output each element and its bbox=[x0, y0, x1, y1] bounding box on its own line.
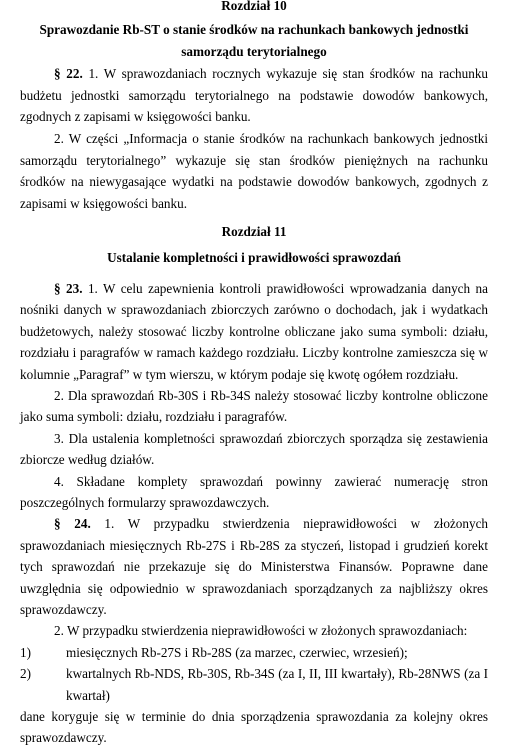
s22-paragraph-1 bbox=[20, 63, 488, 127]
s23-paragraph-2: 2. Dla sprawozdań Rb-30S i Rb-34S należy stosować liczby kontrolne obliczone jako suma symboli: działu, rozdziału i paragrafów. bbox=[20, 387, 488, 425]
list-item-text: kwartalnych Rb-NDS, Rb-30S, Rb-34S (za I, II, III kwartały), Rb-28NWS (za I kwartał) bbox=[66, 666, 488, 703]
s22-paragraph-2: 2. W części „Informacja o stanie środków na rachunkach bankowych jednostki samorządu terytorialnego” wykazuje się stan środków pieniężnych na rachunku środków na niewygasające wydatki na podstawie dowodów bankowych, zgodnych z zapisami w księgowości banku. bbox=[20, 131, 488, 211]
list-item-number: 1) bbox=[20, 644, 31, 660]
s23-paragraph-4: 4. Składane komplety sprawozdań powinny zawierać numerację stron poszczególnych formularzy sprawozdawczych. bbox=[20, 473, 488, 510]
s24-paragraph-2: 2. W przypadku stwierdzenia nieprawidłowości w złożonych sprawozdaniach: bbox=[54, 623, 468, 639]
s23-p1-text: 1. W celu zapewnienia kontroli prawidłowości wprowadzania danych na nośniki danych w sprawozdaniach zbiorczych zarówno o dochodach, jak i wydatkach budżetowych, należy stosować liczby kontrolne obliczane jako suma symboli: działu, rozdziału i paragrafów w ramach każdego rozdziału. Liczby kontrolne zamieszcza się w kolumnie „Paragraf” w tym wierszu, w którym podaje się kwotę ogółem rozdziału. bbox=[20, 280, 488, 382]
s24-paragraph-1 bbox=[20, 513, 488, 620]
chapter-10-subtitle: Sprawozdanie Rb-ST o stanie środków na rachunkach bankowych jednostki samorządu terytorialnego bbox=[39, 22, 469, 59]
s22-p1-text: 1. W sprawozdaniach rocznych wykazuje się stan środków na rachunku budżetu jednostki samorządu terytorialnego na podstawie dowodów bankowych, zgodnych z zapisami w księgowości banku. bbox=[20, 66, 489, 125]
chapter-10-title: Rozdział 10 bbox=[221, 0, 287, 13]
s24-closing-text: dane koryguje się w terminie do dnia sporządzenia sprawozdania za kolejny okres sprawozdawczy. bbox=[20, 709, 488, 746]
list-item-text: miesięcznych Rb-27S i Rb-28S (za marzec, czerwiec, wrzesień); bbox=[66, 644, 408, 660]
s24-label: § 24. bbox=[54, 516, 91, 532]
list-item bbox=[20, 642, 488, 663]
chapter-11-title: Rozdział 11 bbox=[221, 224, 287, 240]
s22-label: § 22. bbox=[54, 66, 83, 82]
s23-paragraph-3: 3. Dla ustalenia kompletności sprawozdań zbiorczych sporządza się zestawienia zbiorcze według działów. bbox=[20, 430, 488, 468]
list-item bbox=[20, 663, 488, 706]
s24-p1-text: 1. W przypadku stwierdzenia nieprawidłowości w złożonych sprawozdaniach miesięcznych Rb-27S i Rb-28S za styczeń, listopad i grudzień korekt tych sprawozdań nie przekazuje się do Ministerstwa Finansów. Poprawne dane uwzględnia się odpowiednio w sprawozdaniach sporządzanych za najbliższy okres sprawozdawczy. bbox=[20, 516, 489, 617]
s23-label: § 23. bbox=[54, 280, 83, 296]
s23-paragraph-1 bbox=[20, 278, 488, 385]
list-item-number: 2) bbox=[20, 666, 31, 682]
chapter-11-subtitle: Ustalanie kompletności i prawidłowości sprawozdań bbox=[107, 250, 401, 266]
